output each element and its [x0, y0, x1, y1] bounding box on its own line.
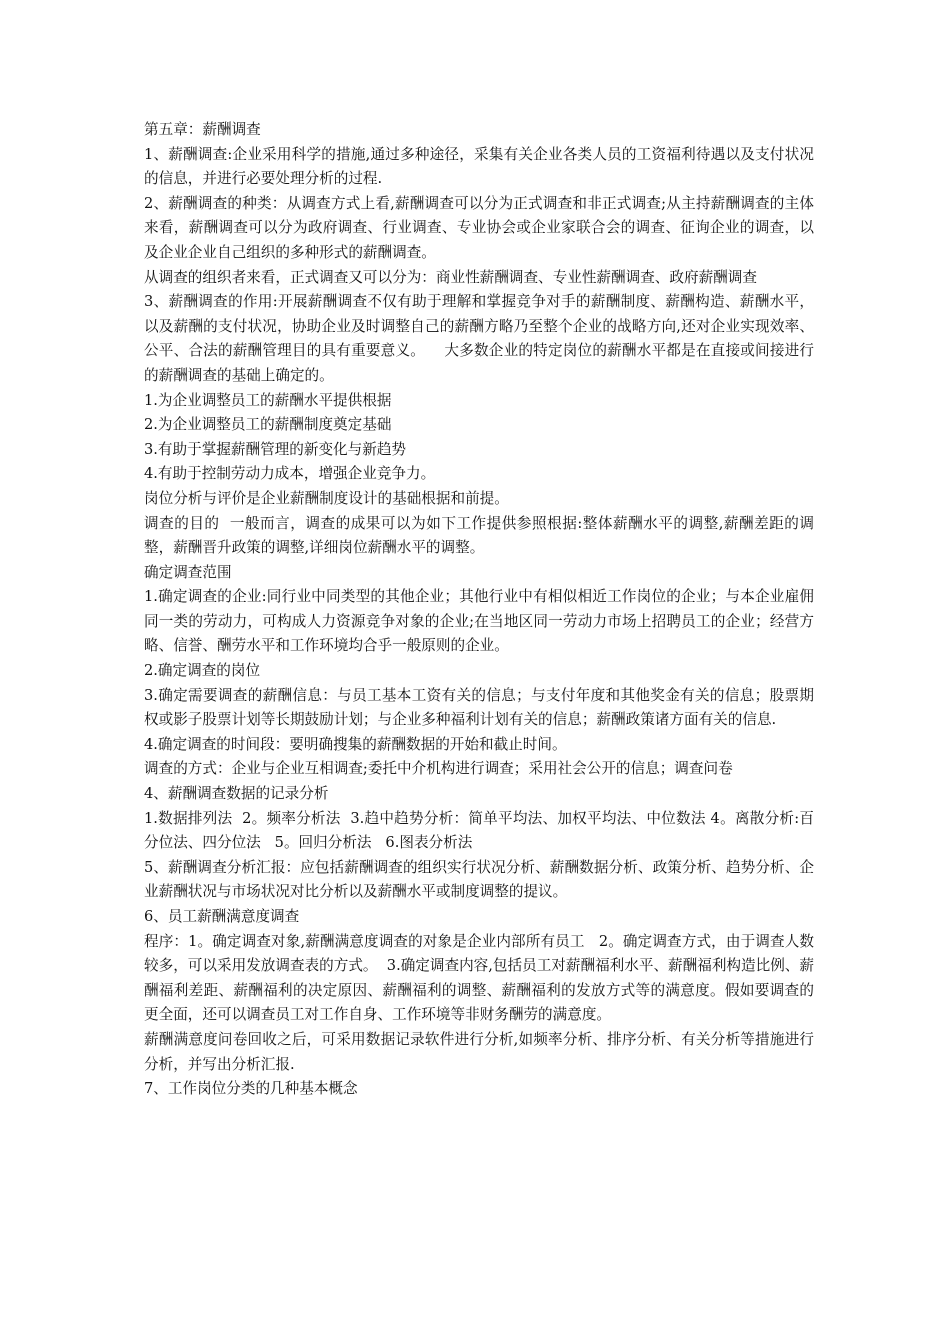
heading-job-classification: 7、工作岗位分类的几种基本概念: [144, 1080, 358, 1098]
list-item-role-3: 3.有助于掌握薪酬管理的新变化与新趋势: [144, 440, 407, 458]
paragraph-analysis-report: 5、薪酬调查分析汇报：应包括薪酬调查的组织实行状况分析、薪酬数据分析、政策分析、趋势分析、企业薪酬状况与市场状况对比分析以及薪酬水平或制度调整的提议。: [144, 858, 814, 901]
paragraph-survey-role: 3、薪酬调查的作用:开展薪酬调查不仅有助于理解和掌握竞争对手的薪酬制度、薪酬构造、薪酬水平，以及薪酬的支付状况，协助企业及时调整自己的薪酬方略乃至整个企业的战略方向,还对企业实现效率、公平、合法的薪酬管理目的具有重要意义。 大多数企业的特定岗位的薪酬水平都是在直接或间接进行的薪酬调查的基础上确定的。: [144, 293, 814, 384]
paragraph-satisfaction-procedure: 程序：1。确定调查对象,薪酬满意度调查的对象是企业内部所有员工 2。确定调查方式，由于调查人数较多，可以采用发放调查表的方式。 3.确定调查内容,包括员工对薪酬福利水平、薪酬福利构造比例、薪酬福利差距、薪酬福利的决定原因、薪酬福利的调整、薪酬福利的发放方式等的满意度。假如要调查的更全面，还可以调查员工对工作自身、工作环境等非财务酬劳的满意度。: [144, 932, 814, 1024]
list-item-scope-period: 4.确定调查的时间段：要明确搜集的薪酬数据的开始和截止时间。: [144, 735, 567, 753]
chapter-title: 第五章：薪酬调查: [144, 121, 261, 138]
paragraph-survey-types: 2、薪酬调查的种类：从调查方式上看,薪酬调查可以分为正式调查和非正式调查;从主持薪酬调查的主体来看，薪酬调查可以分为政府调查、行业调查、专业协会或企业家联合会的调查、征询企业的调查，以及企业企业自己组织的多种形式的薪酬调查。: [144, 194, 814, 261]
list-item-role-1: 1.为企业调整员工的薪酬水平提供根据: [144, 391, 392, 409]
paragraph-job-analysis: 岗位分析与评价是企业薪酬制度设计的基础根据和前提。: [144, 489, 509, 507]
list-item-scope-info: 3.确定需要调查的薪酬信息：与员工基本工资有关的信息；与支付年度和其他奖金有关的信息；股票期权或影子股票计划等长期鼓励计划；与企业多种福利计划有关的信息；薪酬政策诸方面有关的信息.: [144, 686, 814, 729]
heading-data-analysis: 4、薪酬调查数据的记录分析: [144, 785, 329, 803]
paragraph-survey-methods: 调查的方式：企业与企业互相调查;委托中介机构进行调查；采用社会公开的信息；调查问卷: [144, 760, 733, 778]
paragraph-formal-survey-types: 从调查的组织者来看，正式调查又可以分为：商业性薪酬调查、专业性薪酬调查、政府薪酬调查: [144, 268, 757, 286]
paragraph-survey-purpose: 调查的目的 一般而言，调查的成果可以为如下工作提供参照根据:整体薪酬水平的调整,薪酬差距的调整，薪酬晋升政策的调整,详细岗位薪酬水平的调整。: [144, 514, 814, 557]
heading-satisfaction-survey: 6、员工薪酬满意度调查: [144, 908, 300, 925]
document-page: [144, 118, 814, 1102]
list-item-role-2: 2.为企业调整员工的薪酬制度奠定基础: [144, 416, 392, 434]
paragraph-analysis-methods: 1.数据排列法 2。频率分析法 3.趋中趋势分析：简单平均法、加权平均法、中位数法 4。离散分析:百分位法、四分位法 5。回归分析法 6.图表分析法: [144, 809, 814, 852]
paragraph-definition: 1、薪酬调查:企业采用科学的措施,通过多种途径，采集有关企业各类人员的工资福利待遇以及支付状况的信息，并进行必要处理分析的过程.: [144, 145, 814, 188]
list-item-role-4: 4.有助于控制劳动力成本，增强企业竞争力。: [144, 465, 436, 483]
list-item-scope-companies: 1.确定调查的企业:同行业中同类型的其他企业；其他行业中有相似相近工作岗位的企业；与本企业雇佣同一类的劳动力，可构成人力资源竞争对象的企业;在当地区同一劳动力市场上招聘员工的企业；经营方略、信誉、酬劳水平和工作环境均合乎一般原则的企业。: [144, 588, 814, 655]
list-item-scope-positions: 2.确定调查的岗位: [144, 662, 261, 680]
heading-survey-scope: 确定调查范围: [144, 563, 232, 581]
paragraph-questionnaire-analysis: 薪酬满意度问卷回收之后，可采用数据记录软件进行分析,如频率分析、排序分析、有关分析等措施进行分析，并写出分析汇报.: [144, 1030, 814, 1073]
